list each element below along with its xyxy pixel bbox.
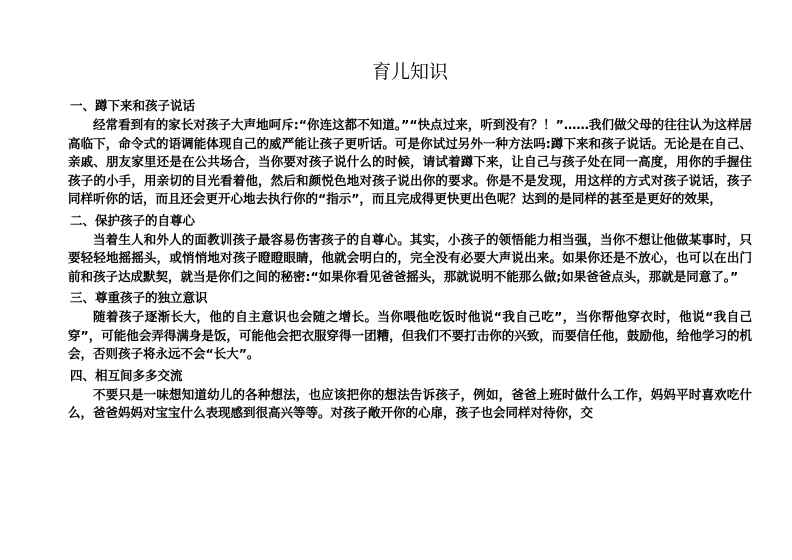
section-heading: 二、保护孩子的自尊心 bbox=[70, 212, 196, 228]
section-paragraph: 当着生人和外人的面教训孩子最容易伤害孩子的自尊心。其实，小孩子的领悟能力相当强，当你不想让他做某事时，只要轻轻地摇摇头，或悄悄地对孩子瞪瞪眼睛，他就会明白的，完全没有必要大声说出来。如果你还是不放心，也可以在出门前和孩子达成默契，就当是你们之间的秘密:“如果你看见爸爸摇头，那就说明不能那么做;如果爸爸点头，那就是同意了。” bbox=[68, 231, 752, 284]
document-title: 育儿知识 bbox=[371, 61, 448, 83]
section-heading: 三、尊重孩子的独立意识 bbox=[70, 290, 208, 305]
document-page bbox=[68, 58, 752, 425]
section-1 bbox=[68, 96, 752, 209]
section-3 bbox=[68, 288, 752, 364]
section-paragraph: 不要只是一味想知道幼儿的各种想法，也应该把你的想法告诉孩子，例如，爸爸上班时做什么工作，妈妈平时喜欢吃什么，爸爸妈妈对宝宝什么表现感到很高兴等等。对孩子敞开你的心扉，孩子也会同样对待你，交 bbox=[68, 386, 752, 420]
section-paragraph: 经常看到有的家长对孩子大声地呵斥:“你连这都不知道。”“快点过来，听到没有？！”……我们做父母的往往认为这样居高临下，命令式的语调能体现自己的威严能让孩子更听话。可是你试过另外一种方法吗:蹲下来和孩子说话。无论是在自己、亲戚、朋友家里还是在公共场合，当你要对孩子说什么的时候，请试着蹲下来，让自己与孩子处在同一高度，用你的手握住孩子的小手，用亲切的目光看着他，然后和颜悦色地对孩子说出你的要求。你是不是发现，用这样的方式对孩子说话，孩子同样听你的话，而且还会更开心地去执行你的“指示”，而且完成得更快更出色呢？达到的是同样的甚至是更好的效果， bbox=[68, 117, 752, 206]
section-heading: 四、相互间多多交流 bbox=[70, 367, 183, 383]
section-2 bbox=[68, 211, 752, 287]
section-4 bbox=[68, 366, 752, 423]
section-paragraph: 随着孩子逐渐长大，他的自主意识也会随之增长。当你喂他吃饭时他说“我自己吃”，当你帮他穿衣时，他说“我自己穿”，可能他会弄得满身是饭，可能他会把衣服穿得一团糟，但我们不要打击你的兴致，而要信任他，鼓励他，给他学习的机会，否则孩子将永远不会“长大”。 bbox=[68, 309, 752, 361]
section-heading: 一、蹲下来和孩子说话 bbox=[70, 98, 196, 113]
